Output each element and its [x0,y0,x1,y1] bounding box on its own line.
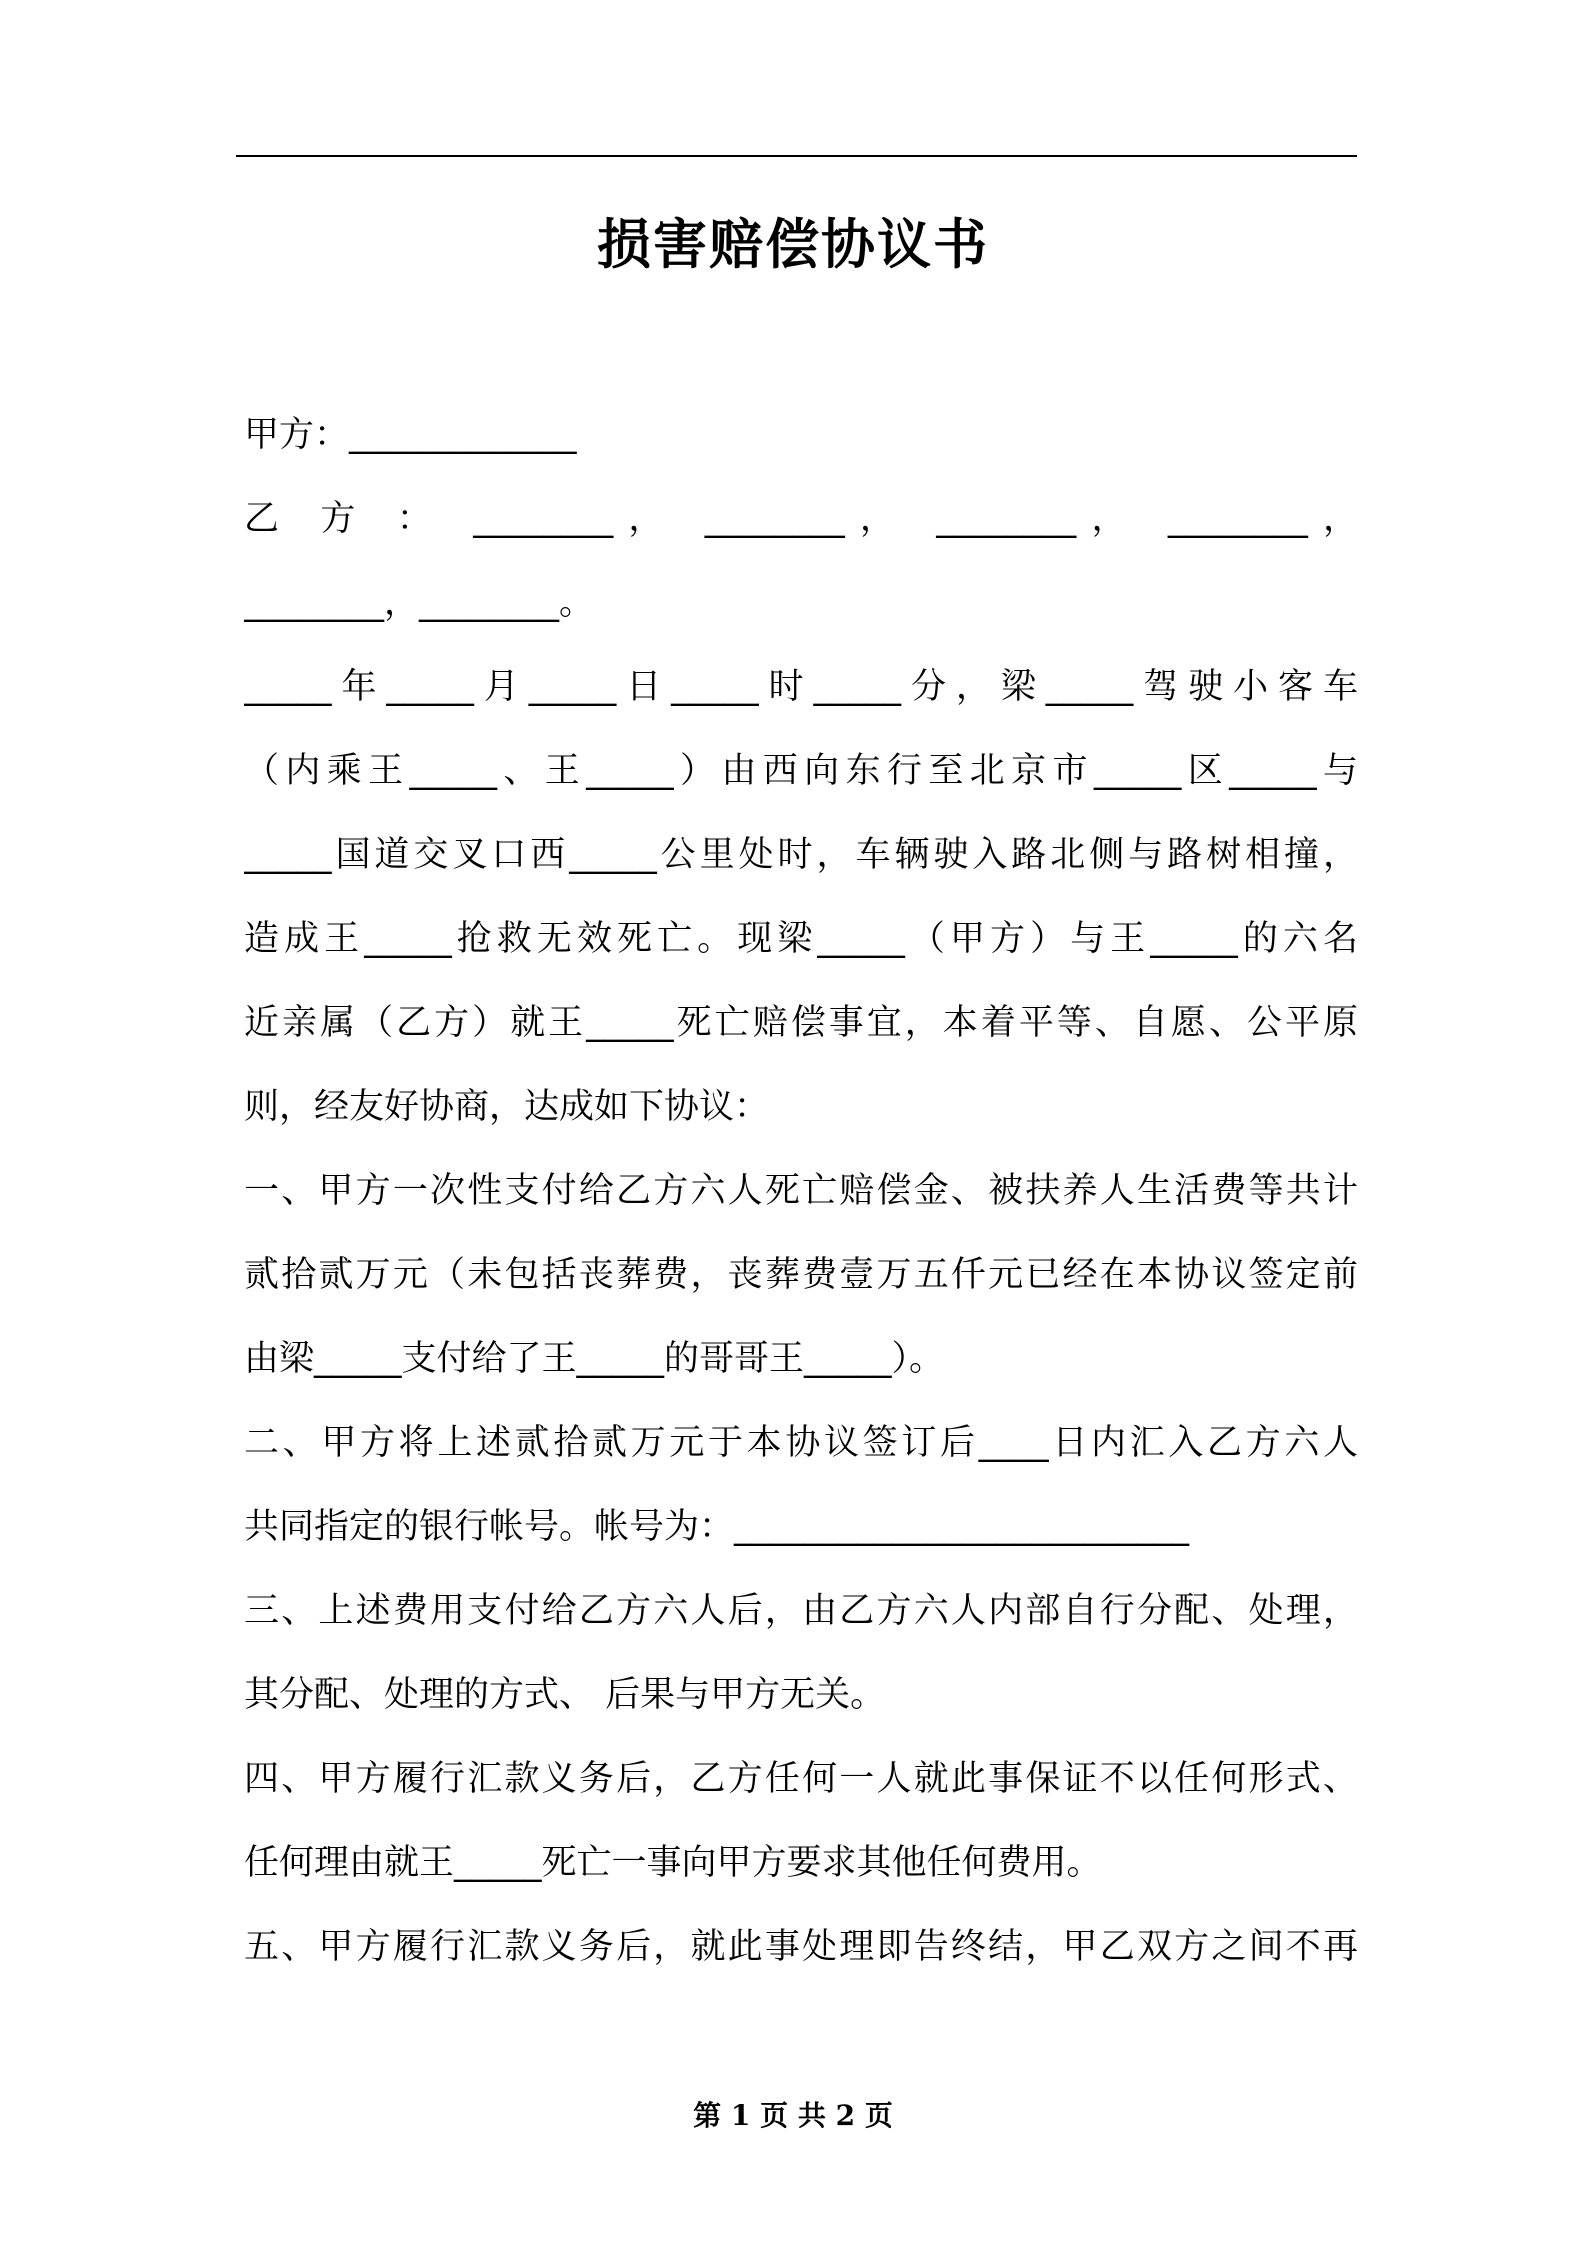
clause-4-line: 四、甲方履行汇款义务后，乙方任何一人就此事保证不以任何形式、 [244,1759,1358,1799]
paragraph-line: 则，经友好协商，达成如下协议： [244,1087,770,1127]
clause-1-line: 由梁_____支付给了王_____的哥哥王_____）。 [244,1339,945,1379]
paragraph-line: _____年_____月_____日_____时_____分，梁_____驾驶小客车 [244,667,1358,707]
paragraph-line: 近亲属（乙方）就王_____死亡赔偿事宜，本着平等、自愿、公平原 [244,1003,1358,1043]
clause-3-line: 其分配、处理的方式、 后果与甲方无关。 [244,1675,886,1715]
page-number: 第 1 页 共 2 页 [693,2099,893,2132]
clause-2-line: 共同指定的银行帐号。帐号为：__________________________ [244,1507,1190,1547]
paragraph-line: 造成王_____抢救无效死亡。现梁_____（甲方）与王_____的六名 [244,919,1358,959]
clause-3-line: 三、上述费用支付给乙方六人后，由乙方六人内部自行分配、处理， [244,1591,1358,1631]
clause-4-line: 任何理由就王_____死亡一事向甲方要求其他任何费用。 [244,1843,1102,1883]
clause-1-line: 贰拾贰万元（未包括丧葬费，丧葬费壹万五仟元已经在本协议签定前 [244,1255,1358,1295]
clause-1-line: 一、甲方一次性支付给乙方六人死亡赔偿金、被扶养人生活费等共计 [244,1171,1358,1211]
clause-5-line: 五、甲方履行汇款义务后，就此事处理即告终结，甲乙双方之间不再 [244,1927,1358,1967]
clause-2-line: 二、甲方将上述贰拾贰万元于本协议签订后____日内汇入乙方六人 [244,1423,1358,1463]
party-b-line: 乙 方 ： ________， ________， ________， ________， [244,499,1358,539]
document-title: 损害赔偿协议书 [597,213,989,276]
party-b-line-continued: ________，________。 [244,583,595,623]
header-rule [236,155,1357,157]
paragraph-line: _____国道交叉口西_____公里处时，车辆驶入路北侧与路树相撞， [244,835,1358,875]
party-a-line: 甲方：_____________ [244,415,577,455]
paragraph-line: （内乘王_____、王_____）由西向东行至北京市_____区_____与 [244,751,1358,791]
